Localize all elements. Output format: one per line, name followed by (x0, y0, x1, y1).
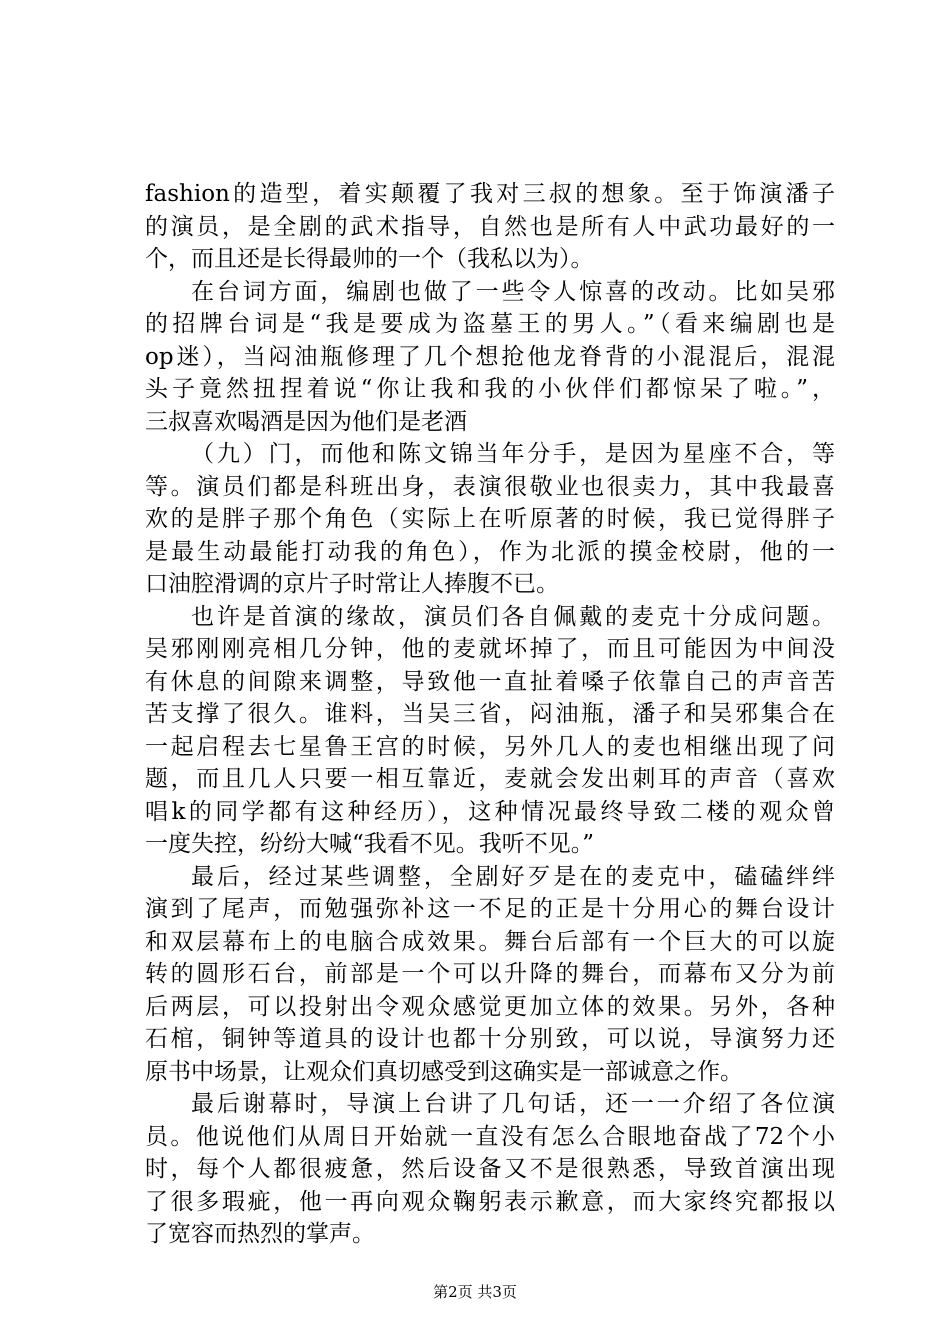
text-line: （九）门，而他和陈文锦当年分手，是因为星座不合，等 (191, 441, 835, 467)
text-line: 原书中场景，让观众们真切感受到这确实是一部诚意之作。 (145, 1058, 743, 1085)
text-line: 头子竟然扭捏着说“你让我和我的小伙伴们都惊呆了啦。”， (145, 376, 835, 402)
text-line: 一度失控，纷纷大喊“我看不见。我听不见。” (145, 831, 595, 857)
text-line: 员。他说他们从周日开始就一直没有怎么合眼地奋战了72个小 (145, 1123, 835, 1150)
text-line: 的演员，是全剧的武术指导，自然也是所有人中武功最好的一 (145, 213, 835, 240)
text-line: 欢的是胖子那个角色（实际上在听原著的时候，我已觉得胖子 (145, 506, 835, 532)
text-line: 题，而且几人只要一相互靠近，麦就会发出刺耳的声音（喜欢 (145, 766, 835, 792)
text-line: 个，而且还是长得最帅的一个（我私以为）。 (145, 246, 594, 272)
text-line: 有休息的间隙来调整，导致他一直扯着嗓子依靠自己的声音苦 (145, 668, 835, 695)
text-line: 等。演员们都是科班出身，表演很敬业也很卖力，其中我最喜 (145, 473, 835, 500)
text-line: 口油腔滑调的京片子时常让人捧腹不已。 (145, 571, 559, 597)
text-line: 转的圆形石台，前部是一个可以升降的舞台，而幕布又分为前 (145, 961, 835, 987)
text-line: 三叔喜欢喝酒是因为他们是老酒 (145, 408, 467, 435)
text-line: 了宽容而热烈的掌声。 (145, 1221, 375, 1247)
text-line: 苦支撑了很久。谁料，当吴三省，闷油瓶，潘子和吴邪集合在 (145, 701, 835, 727)
text-line: 也许是首演的缘故，演员们各自佩戴的麦克十分成问题。 (191, 603, 835, 630)
text-line: 的招牌台词是“我是要成为盗墓王的男人。”（看来编剧也是 (145, 311, 835, 337)
article-body (145, 178, 835, 1251)
text-line: 唱k的同学都有这种经历），这种情况最终导致二楼的观众曾 (145, 798, 835, 825)
text-line: 后两层，可以投射出令观众感觉更加立体的效果。另外，各种 (145, 993, 835, 1020)
text-line: fashion的造型，着实颠覆了我对三叔的想象。至于饰演潘子 (145, 181, 835, 207)
text-line: op迷），当闷油瓶修理了几个想抢他龙脊背的小混混后，混混 (145, 343, 835, 370)
text-line: 一起启程去七星鲁王宫的时候，另外几人的麦也相继出现了问 (145, 733, 835, 760)
text-line: 是最生动最能打动我的角色），作为北派的摸金校尉，他的一 (145, 538, 835, 565)
text-line: 演到了尾声，而勉强弥补这一不足的正是十分用心的舞台设计 (145, 896, 835, 922)
text-line: 最后，经过某些调整，全剧好歹是在的麦克中，磕磕绊绊 (191, 863, 835, 890)
text-line: 吴邪刚刚亮相几分钟，他的麦就坏掉了，而且可能因为中间没 (145, 636, 835, 662)
text-line: 在台词方面，编剧也做了一些令人惊喜的改动。比如吴邪 (191, 278, 835, 305)
page-number-footer: 第2页 共3页 (433, 1283, 517, 1301)
text-line: 了很多瑕疵，他一再向观众鞠躬表示歉意，而大家终究都报以 (145, 1188, 835, 1215)
text-line: 时，每个人都很疲惫，然后设备又不是很熟悉，导致首演出现 (145, 1156, 835, 1182)
text-line: 最后谢幕时，导演上台讲了几句话，还一一介绍了各位演 (191, 1091, 835, 1117)
text-line: 和双层幕布上的电脑合成效果。舞台后部有一个巨大的可以旋 (145, 928, 835, 955)
text-line: 石棺，铜钟等道具的设计也都十分别致，可以说，导演努力还 (145, 1026, 835, 1052)
